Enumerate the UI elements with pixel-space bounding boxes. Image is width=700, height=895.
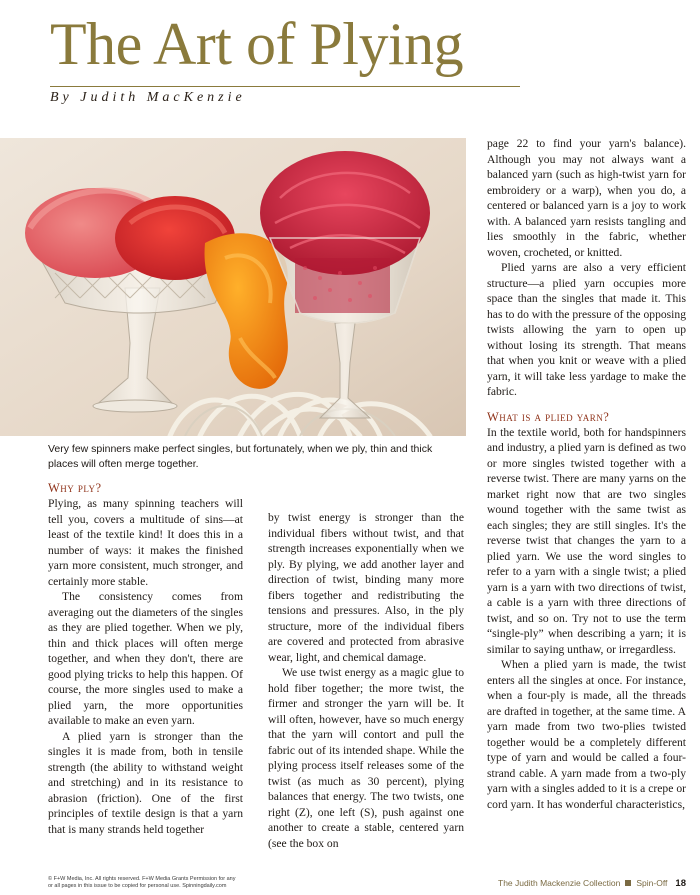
magazine-name: Spin-Off	[636, 878, 668, 888]
section-heading-why-ply: Why ply?	[48, 481, 102, 495]
copyright-line: © F+W Media, Inc. All rights reserved. F+W Media Grants Permission for any	[48, 876, 236, 882]
paragraph: The consistency comes from averaging out the diameters of the singles as they are plied together. When we ply, thin and thick places will often merge together, and when they don't, there are good plying tricks to help this happen. Of course, the more singles used to make a plied yarn, the more opportunities available to make an even yarn.	[48, 590, 243, 727]
paragraph: When a plied yarn is made, the twist enters all the singles at once. For instance, when a four-ply is made, all the threads are drafted in together, at the same time. A yarn made from two two-plies twisted together would be a completely different type of yarn and would be called a four-strand cable. A yarn made from a two-ply yarn with a singles added to it is a crepe or cord yarn. It has wonderful characteristics,	[487, 658, 686, 811]
title-rule	[50, 86, 520, 87]
article-column-2	[268, 510, 464, 851]
paragraph: Plied yarns are also a very efficient structure—a plied yarn occupies more space than the singles that made it. This has to do with the pressure of the opposing twists allowing the yarn to open up without losing its strength. That means that when you knit or weave with a plied yarn, it will take less yardage to make the fabric.	[487, 261, 686, 398]
byline: By Judith MacKenzie	[50, 90, 246, 105]
section-heading-what-is-plied-yarn: What is a plied yarn?	[487, 409, 610, 424]
article-title: The Art of Plying	[50, 11, 464, 77]
yarn-photo-illustration	[0, 138, 466, 436]
paragraph: Plying, as many spinning teachers will tell you, covers a multitude of sins—at least of the textile kind! It does this in a number of ways: it makes the finished yarn more consistent, much stronger, and certainly more stable.	[48, 497, 243, 588]
square-bullet-icon	[625, 880, 631, 886]
article-column-1	[48, 480, 243, 837]
collection-name: The Judith Mackenzie Collection	[498, 878, 621, 888]
page-number: 18	[675, 878, 686, 889]
copyright-notice	[48, 876, 288, 890]
paragraph: In the textile world, both for handspinners and industry, a plied yarn is defined as two or more singles twisted together with a reverse twist. There are many yarns on the market right now that are two singles wound together with the same twist as each singles; they are still singles. It's the reverse twist that changes the yarn to a plied yarn. We use the word singles to refer to a yarn with a single twist; a plied yarn is a yarn with two directions of twist, a cable is a yarn with three directions of twist, and so on. Try not to use the term “single-ply” when describing a yarn; it is similar to saying unthaw, or irregardless.	[487, 425, 686, 656]
paragraph: A plied yarn is stronger than the singles it is made from, both in tensile strength (the ability to withstand weight and stretching) and in its resistance to abrasion (friction). One of the first principles of textile design is that a yarn that is many strands held together	[48, 729, 243, 836]
article-column-3	[487, 136, 686, 812]
page-footer	[498, 878, 686, 889]
paragraph: We use twist energy as a magic glue to hold fiber together; the more twist, the firmer and stronger the yarn will be. It will often, however, have so much energy that the yarn will contort and pull the fabric out of its intended shape. While the plying process itself releases some of the twist (as much as 30 percent), plying balances that energy. The two twists, one right (Z), one left (S), push against one another to create a stable, centered yarn (see the box on	[268, 666, 464, 850]
photo-caption: Very few spinners make perfect singles, but fortunately, when we ply, thin and thick places will often merge together.	[48, 443, 433, 470]
copyright-line: or all pages in this issue to be copied for personal use. Spinningdaily.com	[48, 883, 227, 889]
yarn-photo	[0, 138, 466, 436]
paragraph: page 22 to find your yarn's balance). Although you may not always want a balanced yarn (such as high-twist yarn for embroidery or a warp), when you do, a centered or balanced yarn is a joy to work with. A balanced yarn resists tangling and lies smoothly in the fabric, whether woven, crocheted, or knitted.	[487, 137, 686, 259]
paragraph: by twist energy is stronger than the individual fibers without twist, and that strength increases exponentially when we ply. By plying, we add another layer and direction of twist, binding many more fibers together and redistributing the tensions and pressures. Also, in the ply structure, more of the individual fibers are covered and protected from abrasive wear, light, and chemical damage.	[268, 511, 464, 664]
